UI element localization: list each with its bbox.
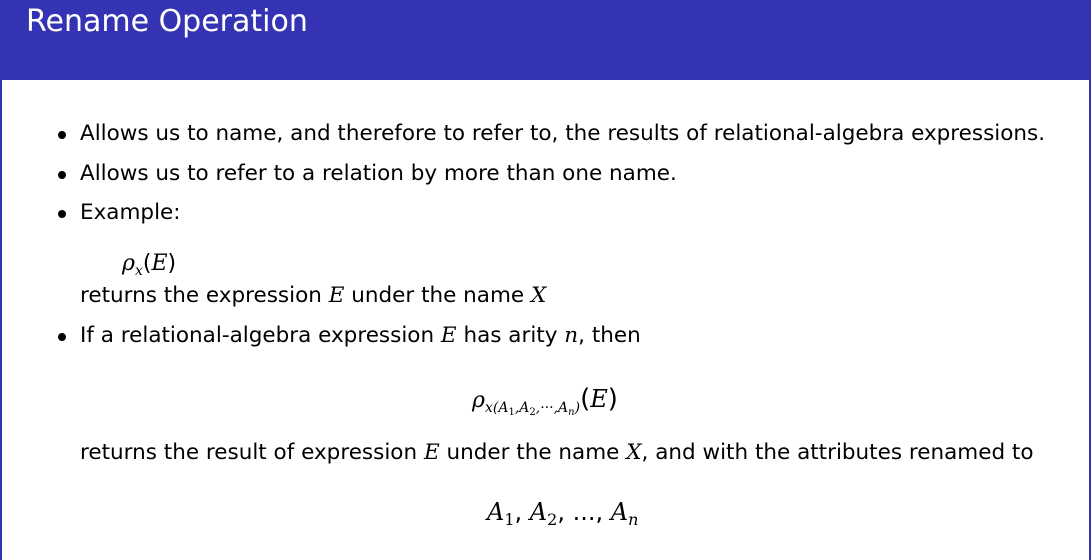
b4-n: n bbox=[564, 323, 579, 348]
title-bar bbox=[2, 0, 1091, 80]
paren-close: ) bbox=[607, 384, 618, 414]
sub-comma: , bbox=[535, 400, 541, 416]
slide-title: Rename Operation bbox=[26, 4, 308, 39]
bullet-text: Example: bbox=[80, 200, 181, 225]
sub-a: A bbox=[558, 400, 569, 416]
result-mid: under the name bbox=[446, 440, 620, 465]
result-suffix: , and with the attributes renamed to bbox=[641, 440, 1034, 465]
bullet-dot bbox=[58, 171, 66, 179]
sub-a: A bbox=[498, 400, 509, 416]
attr-comma: , bbox=[514, 498, 530, 526]
attr-a: A bbox=[610, 498, 629, 526]
result-e: E bbox=[423, 440, 440, 465]
attr-index-n: n bbox=[628, 510, 639, 529]
paren-open: ( bbox=[142, 251, 152, 276]
bullet-text: Allows us to refer to a relation by more than one name. bbox=[80, 161, 677, 186]
rho-symbol: ρ bbox=[122, 251, 135, 276]
sub-x: x bbox=[484, 400, 493, 416]
b4-mid: has arity bbox=[463, 323, 558, 348]
paren-close: ) bbox=[167, 251, 177, 276]
b4-prefix: If a relational-algebra expression bbox=[80, 323, 435, 348]
bullet-text bbox=[80, 322, 641, 350]
rho-symbol: ρ bbox=[472, 388, 485, 413]
bullet-dot bbox=[58, 131, 66, 139]
formula-arg: E bbox=[590, 385, 608, 413]
sub-index-2: 2 bbox=[529, 407, 536, 418]
result-x: X bbox=[626, 440, 642, 465]
attribute-list bbox=[487, 498, 638, 534]
b4-e: E bbox=[440, 323, 457, 348]
sub-a: A bbox=[519, 400, 530, 416]
result-description bbox=[80, 439, 1034, 467]
attr-index-1: 1 bbox=[504, 510, 515, 529]
desc-e: E bbox=[328, 283, 345, 308]
formula-arg: E bbox=[151, 251, 168, 276]
sub-comma: , bbox=[553, 400, 559, 416]
bullet-text: Allows us to name, and therefore to refer to, the results of relational-algebra expressions. bbox=[80, 121, 1046, 146]
attr-a: A bbox=[487, 498, 505, 526]
paren-open: ( bbox=[580, 384, 591, 414]
rho-subscript bbox=[485, 400, 580, 416]
rename-formula bbox=[472, 385, 618, 427]
sub-index-1: 1 bbox=[508, 407, 515, 418]
b4-suffix: , then bbox=[578, 323, 641, 348]
attr-dots: ... bbox=[572, 498, 596, 526]
example-description bbox=[80, 282, 546, 310]
sub-ellipsis: ··· bbox=[540, 400, 554, 416]
bullet-dot bbox=[58, 210, 66, 218]
desc-prefix: returns the expression bbox=[80, 283, 322, 308]
sub-index-n: n bbox=[568, 407, 575, 418]
example-formula bbox=[122, 250, 176, 285]
sub-paren-open: ( bbox=[492, 400, 499, 416]
desc-x: X bbox=[531, 283, 547, 308]
result-prefix: returns the result of expression bbox=[80, 440, 418, 465]
attr-comma: , bbox=[595, 498, 611, 526]
bullet-dot bbox=[58, 333, 66, 341]
sub-comma: , bbox=[514, 400, 520, 416]
sub-paren-close: ) bbox=[574, 400, 581, 416]
desc-mid: under the name bbox=[351, 283, 525, 308]
attr-index-2: 2 bbox=[547, 510, 558, 529]
attr-a: A bbox=[529, 498, 548, 526]
rho-subscript: x bbox=[134, 263, 143, 279]
attr-comma: , bbox=[557, 498, 573, 526]
